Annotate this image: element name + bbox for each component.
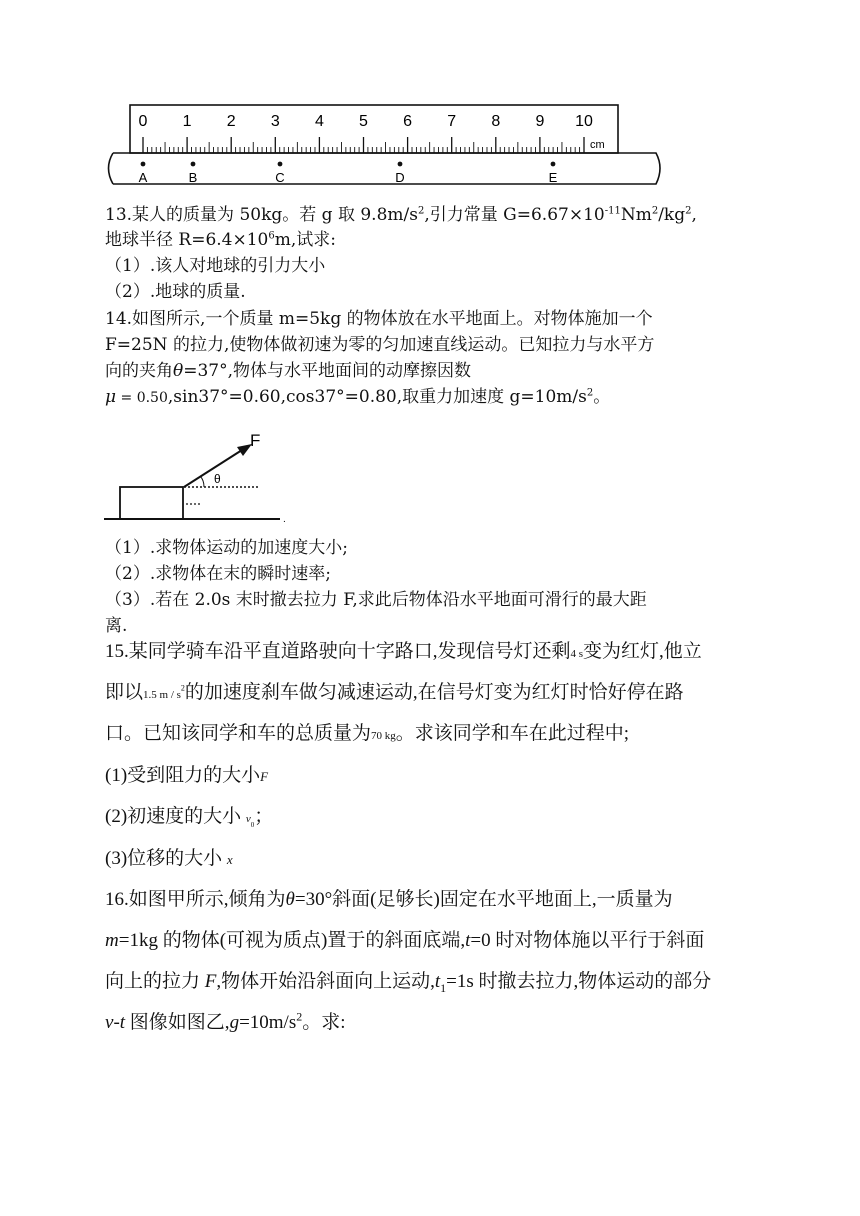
q16-line3: 向上的拉力 F,物体开始沿斜面向上运动$,t_1=1s$ 时撤去拉力,物体运动的部分 [105,971,712,995]
q15-line2: 即以1.5 m / $s^2$的加速度刹车做匀减速运动,在信号灯变为红灯时恰好停在路 [105,682,684,703]
q13-part2: （2）.地球的质量. [105,282,246,302]
tape-point-dot [278,162,283,167]
q14-part1: （1）.求物体运动的加速度大小; [105,538,348,558]
tape-point-dot [398,162,403,167]
ruler-tick-label: 4 [314,113,324,130]
tape-point-label: B [188,170,198,185]
q13-line1: 13.某人的质量为 50kg。若 g 取 $9.8m/s^2$,引力常量 $G=6.67\times 10^{-11}Nm^2/kg^2$, [105,205,697,225]
tape-point-dot [191,162,196,167]
ruler-ticks [143,137,584,153]
ruler-tick-label: 1 [182,113,192,130]
q14-line1: 14.如图所示,一个质量 m=5kg 的物体放在水平地面上。对物体施加一个 [105,309,653,329]
figure-dot: . [283,514,286,525]
tape-point-label: E [548,170,558,185]
block [120,487,183,519]
q16-line1: 16.如图甲所示,倾角为θ=30°斜面(足够长)固定在水平地面上,一质量为 [105,889,673,910]
q14-line3: 向的夹角θ=37°,物体与水平地面间的动摩擦因数 [105,361,472,381]
force-diagram [100,420,400,530]
q16-line2: m=1kg 的物体(可视为质点)置于的斜面底端,t=0 时对物体施以平行于斜面 [105,930,705,951]
ruler-tick-label: 9 [535,113,545,130]
tape-point-label: C [275,170,285,185]
q15-line1: 15.某同学骑车沿平直道路驶向十字路口,发现信号灯还剩4 s变为红灯,他立 [105,641,702,662]
q15-line3: 口。已知该同学和车的总质量为70 kg。求该同学和车在此过程中; [105,723,630,744]
ruler-tick-label: 2 [226,113,236,130]
tape-points [139,162,558,185]
ruler-tick-label: 10 [575,113,593,130]
ruler-tick-label: 6 [403,113,413,130]
ruler-tick-label: 5 [359,113,368,130]
tape-point-dot [551,162,556,167]
q15-part2: (2)初速度的大小 $v_0$； [105,806,274,829]
tape-point-label: A [138,170,148,185]
ruler-figure [0,0,860,200]
q16-line4: v-t 图像如图乙$,g=10m/s^2$。求: [105,1009,346,1033]
force-arrow [184,450,242,487]
theta-label: θ [214,472,221,486]
ruler-body [130,105,618,153]
q15-part3: (3)位移的大小 x [105,848,233,869]
ruler-tick-label: 3 [270,113,280,130]
q14-line2: F=25N 的拉力,使物体做初速为零的匀加速直线运动。已知拉力与水平方 [105,335,655,355]
q15-part1: (1)受到阻力的大小F [105,765,269,786]
ruler-tick-label: 8 [491,113,501,130]
tape-point-dot [141,162,146,167]
ruler-unit: cm [590,139,605,151]
q14-part2: （2）.求物体在末的瞬时速率; [105,564,331,584]
q13-part1: （1）.该人对地球的引力大小 [105,256,326,276]
q14-part3: （3）.若在 2.0s 末时撤去拉力 F,求此后物体沿水平地面可滑行的最大距 [105,590,647,610]
q14-line4: μ = 0.50,sin37°=0.60,cos37°=0.80,取重力加速度 $g=10m/s^2$。 [105,387,611,407]
tape-point-label: D [395,170,405,185]
angle-arc [200,476,204,487]
force-label: F [250,431,261,450]
ruler-tick-label: 0 [138,113,148,130]
ruler-tick-label: 7 [447,113,457,130]
q14-part3-cont: 离. [105,616,128,636]
q13-line2: 地球半径 $R=6.4\times 10^6m$,试求: [105,230,336,250]
ruler-labels [139,113,593,130]
